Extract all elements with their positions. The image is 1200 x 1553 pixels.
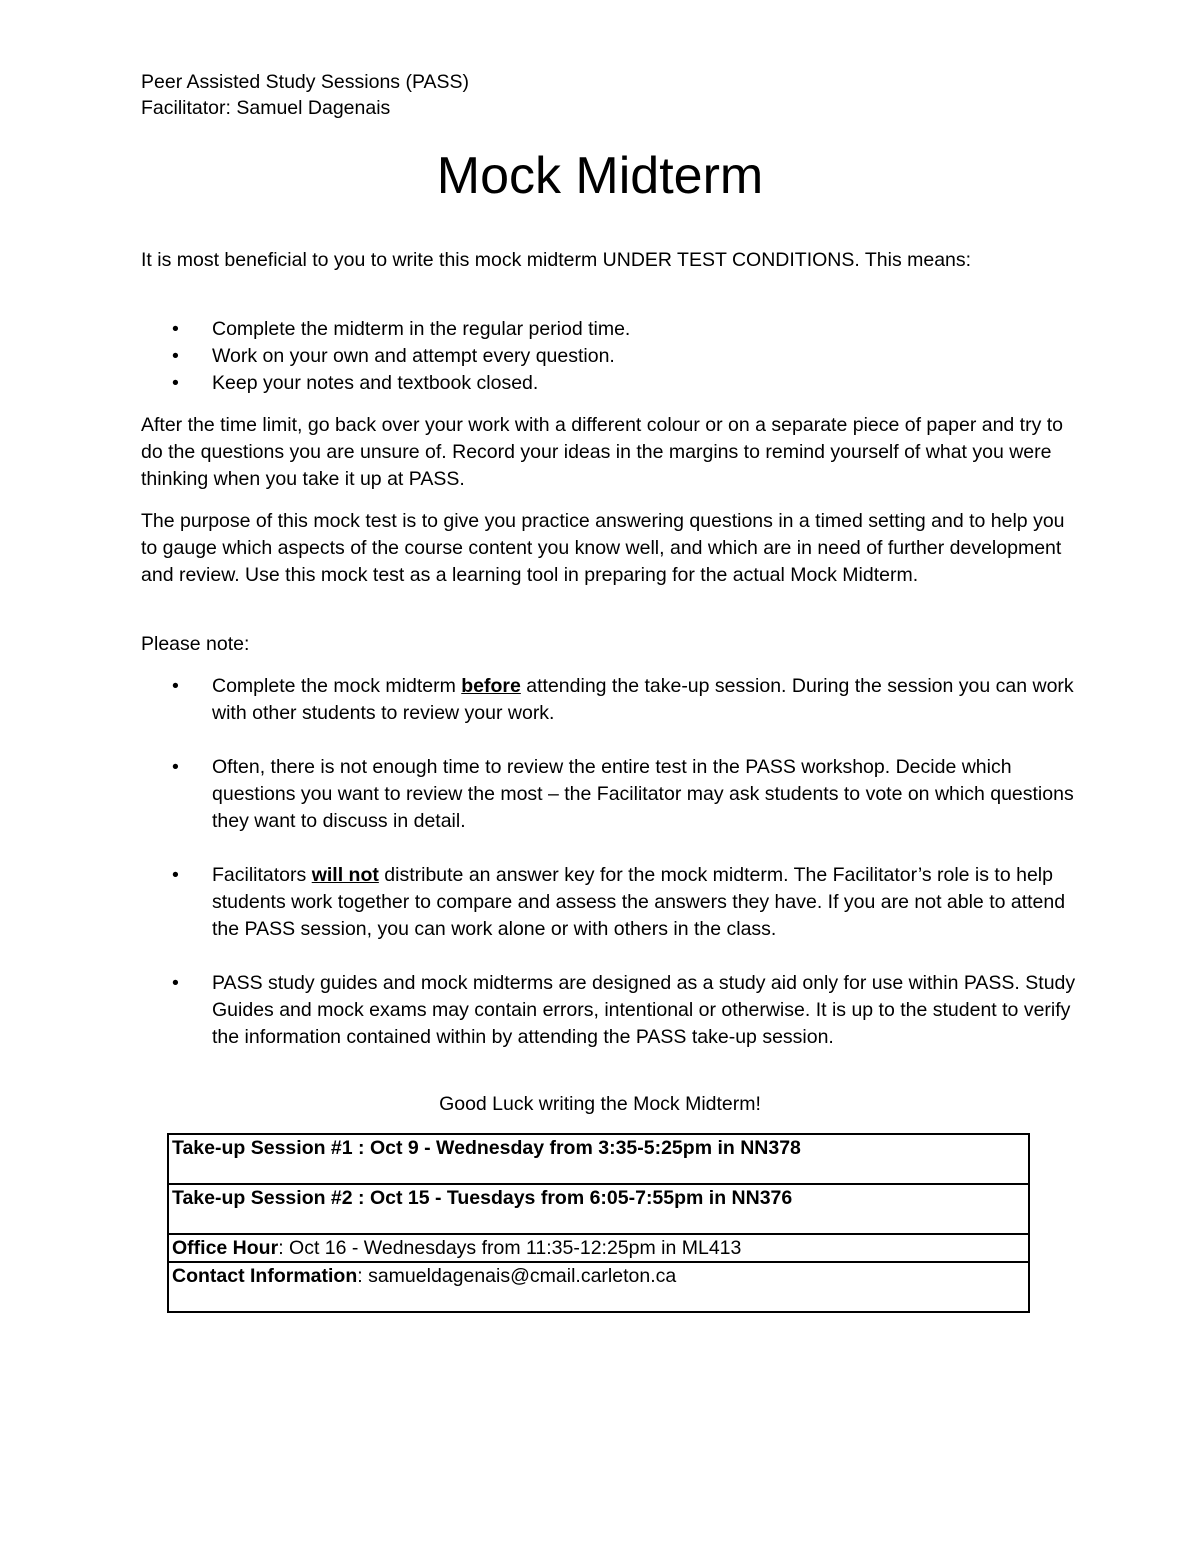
- emphasis-will-not: will not: [311, 864, 379, 886]
- session-2-cell: Take-up Session #2 : Oct 15 - Tuesdays from 6:05-7:55pm in NN376: [168, 1184, 1029, 1234]
- contact-label: Contact Information: [172, 1265, 358, 1287]
- contact-email: : samueldagenais@cmail.carleton.ca: [357, 1265, 677, 1287]
- note-item: • PASS study guides and mock midterms are designed as a study aid only for use within PASS. Study Guides and mock exams may contain errors, intentional or otherwise. It is up to the student to verify the information contained within by attending the PASS take-up session.: [141, 970, 1081, 1051]
- office-hour-cell: [168, 1234, 1029, 1262]
- table-row: [168, 1262, 1029, 1312]
- table-row: [168, 1134, 1029, 1184]
- notes-list: [141, 673, 1081, 1078]
- good-luck-message: Good Luck writing the Mock Midterm!: [439, 1093, 761, 1115]
- purpose-paragraph: The purpose of this mock test is to give you practice answering questions in a timed setting and to help you to gauge which aspects of the course content you know well, and which are in need of further development and review. Use this mock test as a learning tool in preparing for the actual Mock Midterm.: [141, 510, 1065, 586]
- emphasis-before: before: [461, 675, 521, 697]
- program-name: Peer Assisted Study Sessions (PASS): [141, 71, 470, 93]
- note-item: • Often, there is not enough time to review the entire test in the PASS workshop. Decide which questions you want to review the most – the Facilitator may ask students to vote on which questions they want to discuss in detail.: [141, 754, 1081, 835]
- contact-cell: [168, 1262, 1029, 1312]
- session-1-cell: Take-up Session #1 : Oct 9 - Wednesday from 3:35-5:25pm in NN378: [168, 1134, 1029, 1184]
- test-conditions-list: [141, 316, 1081, 397]
- office-hour-label: Office Hour: [172, 1237, 279, 1259]
- table-row: [168, 1234, 1029, 1262]
- condition-item: • Complete the midterm in the regular period time.: [141, 316, 1081, 343]
- note-item: • Complete the mock midterm before attending the take-up session. During the session you can work with other students to review your work.: [141, 673, 1081, 727]
- facilitator-name: Facilitator: Samuel Dagenais: [141, 97, 391, 119]
- please-note-label: Please note:: [141, 633, 250, 655]
- sessions-table: [167, 1133, 1030, 1313]
- after-time-paragraph: After the time limit, go back over your work with a different colour or on a separate piece of paper and try to do the questions you are unsure of. Record your ideas in the margins to remind yourself of what you were thinking when you take it up at PASS.: [141, 414, 1064, 490]
- page-title: Mock Midterm: [436, 147, 764, 205]
- condition-item: • Work on your own and attempt every question.: [141, 343, 1081, 370]
- condition-item: • Keep your notes and textbook closed.: [141, 370, 1081, 397]
- note-item: • Facilitators will not distribute an answer key for the mock midterm. The Facilitator’s role is to help students work together to compare and assess the answers they have. If you are not able to attend the PASS session, you can work alone or with others in the class.: [141, 862, 1081, 943]
- office-hour-value: : Oct 16 - Wednesdays from 11:35-12:25pm in ML413: [278, 1237, 742, 1259]
- table-row: [168, 1184, 1029, 1234]
- intro-paragraph: It is most beneficial to you to write this mock midterm UNDER TEST CONDITIONS. This means:: [141, 249, 972, 271]
